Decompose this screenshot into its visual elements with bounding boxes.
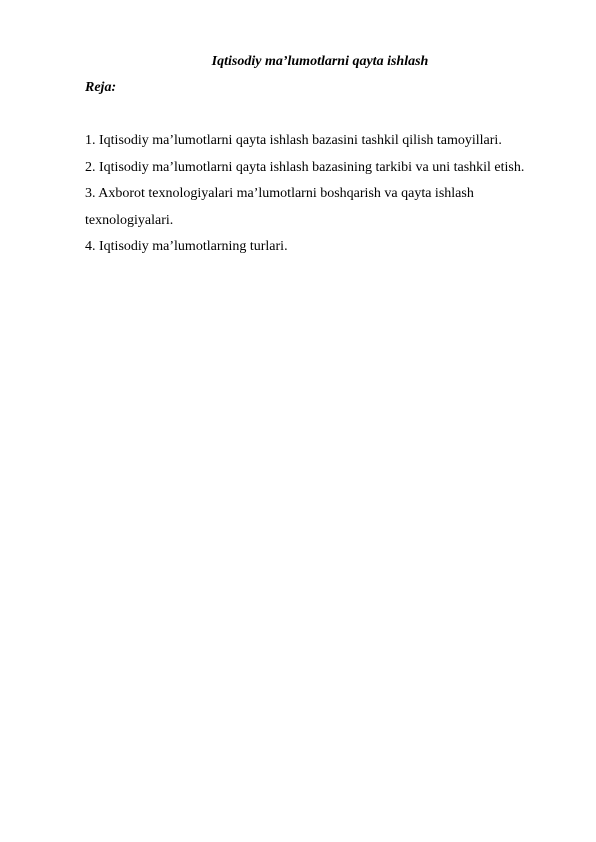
document-title: Iqtisodiy ma’lumotlarni qayta ishlash <box>211 54 429 69</box>
plan-item-3-continued: texnologiyalari. <box>85 212 174 228</box>
plan-heading: Reja: <box>85 80 117 95</box>
plan-item-2: 2. Iqtisodiy ma’lumotlarni qayta ishlash bazasining tarkibi va uni tashkil etish. <box>85 159 525 175</box>
plan-item-3: 3. Axborot texnologiyalari ma’lumotlarni boshqarish va qayta ishlash <box>85 186 474 201</box>
plan-item-4: 4. Iqtisodiy ma’lumotlarning turlari. <box>85 239 288 254</box>
plan-item-1: 1. Iqtisodiy ma’lumotlarni qayta ishlash bazasini tashkil qilish tamoyillari. <box>85 133 502 148</box>
plan-list <box>85 128 545 261</box>
